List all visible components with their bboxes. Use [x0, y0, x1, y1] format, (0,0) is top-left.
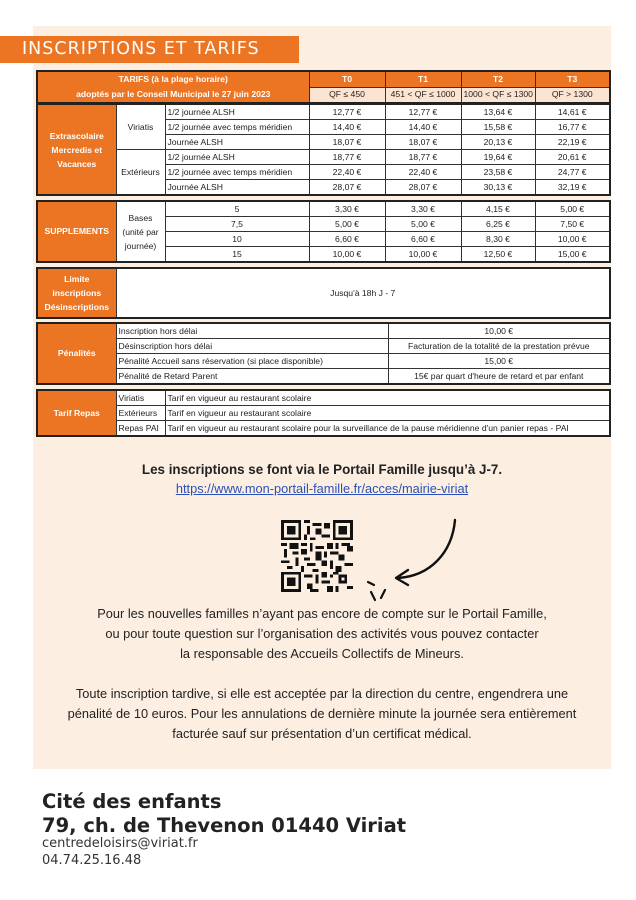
penalite-value: Facturation de la totalité de la prestation prévue	[388, 339, 610, 354]
base-value: 7,5	[165, 217, 309, 232]
penalites-table	[36, 322, 611, 385]
price-cell: 10,00 €	[535, 232, 610, 247]
repas-who: Extérieurs	[116, 406, 165, 421]
late-registration-paragraph	[33, 684, 611, 744]
penalite-value: 10,00 €	[388, 323, 610, 339]
price-cell: 20,61 €	[535, 150, 610, 165]
row-label: 1/2 journée ALSH	[165, 104, 309, 120]
repas-value: Tarif en vigueur au restaurant scolaire	[165, 406, 610, 421]
price-cell: 7,50 €	[535, 217, 610, 232]
price-cell: 6,60 €	[385, 232, 461, 247]
row-label: Journée ALSH	[165, 180, 309, 196]
group-exterieurs: Extérieurs	[116, 150, 165, 196]
price-cell: 10,00 €	[385, 247, 461, 263]
price-cell: 14,40 €	[309, 120, 385, 135]
footer-email[interactable]: centredeloisirs@viriat.fr	[42, 836, 198, 851]
repas-value: Tarif en vigueur au restaurant scolaire	[165, 390, 610, 406]
base-value: 15	[165, 247, 309, 263]
col-t0-name: T0	[309, 71, 385, 87]
repas-who: Viriatis	[116, 390, 165, 406]
repas-value: Tarif en vigueur au restaurant scolaire pour la surveillance de la pause méridienne d'un panier repas - PAI	[165, 421, 610, 437]
price-cell: 28,07 €	[309, 180, 385, 196]
price-cell: 12,77 €	[309, 104, 385, 120]
portal-link[interactable]: https://www.mon-portail-famille.fr/acces/mairie-viriat	[175, 481, 469, 496]
supplements-base-label: Bases (unité par journée)	[116, 201, 165, 262]
tarifs-title-line2: adoptés par le Conseil Municipal le 27 juin 2023	[76, 89, 271, 99]
contact-line-2: ou pour toute question sur l’organisation des activités vous pouvez contacter	[105, 626, 539, 641]
penalite-value: 15€ par quart d'heure de retard et par enfant	[388, 369, 610, 385]
supplements-table	[36, 200, 611, 263]
row-label: Journée ALSH	[165, 135, 309, 150]
price-cell: 18,07 €	[309, 135, 385, 150]
footer-address: 79, ch. de Thevenon 01440 Viriat	[42, 814, 407, 837]
price-cell: 19,64 €	[461, 150, 535, 165]
price-cell: 8,30 €	[461, 232, 535, 247]
page-title: INSCRIPTIONS ET TARIFS	[0, 36, 299, 63]
tarifs-title	[37, 71, 309, 103]
row-label: 1/2 journée ALSH	[165, 150, 309, 165]
penalite-label: Pénalité Accueil sans réservation (si place disponible)	[116, 354, 388, 369]
penalite-label: Inscription hors délai	[116, 323, 388, 339]
price-cell: 3,30 €	[385, 201, 461, 217]
price-cell: 18,77 €	[309, 150, 385, 165]
col-t3-range: QF > 1300	[535, 87, 610, 103]
col-t1-range: 451 < QF ≤ 1000	[385, 87, 461, 103]
extrascolaire-label: Extrascolaire Mercredis et Vacances	[37, 104, 116, 195]
qr-code[interactable]	[281, 520, 353, 592]
base-value: 10	[165, 232, 309, 247]
col-t0-range: QF ≤ 450	[309, 87, 385, 103]
price-cell: 16,77 €	[535, 120, 610, 135]
contact-line-1: Pour les nouvelles familles n’ayant pas encore de compte sur le Portail Famille,	[97, 606, 547, 621]
portal-headline: Les inscriptions se font via le Portail Famille jusqu’à J-7.	[141, 462, 503, 477]
col-t2-name: T2	[461, 71, 535, 87]
repas-who: Repas PAI	[116, 421, 165, 437]
base-value: 5	[165, 201, 309, 217]
footer-address-block	[42, 790, 406, 838]
footer-phone: 04.74.25.16.48	[42, 853, 142, 868]
price-cell: 22,40 €	[385, 165, 461, 180]
price-cell: 6,25 €	[461, 217, 535, 232]
price-cell: 24,77 €	[535, 165, 610, 180]
price-cell: 23,58 €	[461, 165, 535, 180]
curved-arrow-icon	[360, 518, 465, 608]
price-cell: 18,07 €	[385, 135, 461, 150]
price-cell: 15,00 €	[535, 247, 610, 263]
penalites-label: Pénalités	[37, 323, 116, 384]
repas-table	[36, 389, 611, 437]
price-cell: 14,40 €	[385, 120, 461, 135]
footer-name: Cité des enfants	[42, 790, 222, 813]
tarifs-title-line1: TARIFS (à la plage horaire)	[118, 74, 228, 84]
price-cell: 3,30 €	[309, 201, 385, 217]
row-label: 1/2 journée avec temps méridien	[165, 165, 309, 180]
col-t3-name: T3	[535, 71, 610, 87]
limite-label: Limite inscriptions Désinscriptions	[37, 268, 116, 318]
price-cell: 28,07 €	[385, 180, 461, 196]
tarifs-header-table	[36, 70, 611, 104]
penalite-value: 15,00 €	[388, 354, 610, 369]
price-cell: 5,00 €	[309, 217, 385, 232]
price-cell: 22,19 €	[535, 135, 610, 150]
col-t2-range: 1000 < QF ≤ 1300	[461, 87, 535, 103]
price-cell: 5,00 €	[385, 217, 461, 232]
supplements-label: SUPPLEMENTS	[37, 201, 116, 262]
price-cell: 32,19 €	[535, 180, 610, 196]
price-cell: 20,13 €	[461, 135, 535, 150]
contact-line-3: la responsable des Accueils Collectifs de Mineurs.	[180, 646, 464, 661]
price-cell: 13,64 €	[461, 104, 535, 120]
group-viriatis: Viriatis	[116, 104, 165, 150]
col-t1-name: T1	[385, 71, 461, 87]
price-cell: 14,61 €	[535, 104, 610, 120]
price-cell: 12,50 €	[461, 247, 535, 263]
price-cell: 5,00 €	[535, 201, 610, 217]
price-cell: 4,15 €	[461, 201, 535, 217]
repas-label: Tarif Repas	[37, 390, 116, 436]
price-cell: 18,77 €	[385, 150, 461, 165]
row-label: 1/2 journée avec temps méridien	[165, 120, 309, 135]
late-line-1: Toute inscription tardive, si elle est acceptée par la direction du centre, engendrera une	[75, 686, 569, 701]
late-line-3: facturée sauf sur présentation d’un certificat médical.	[172, 726, 472, 741]
late-line-2: pénalité de 10 euros. Pour les annulations de dernière minute la journée sera entièrement	[67, 706, 577, 721]
contact-paragraph	[33, 604, 611, 664]
penalite-label: Désinscription hors délai	[116, 339, 388, 354]
price-cell: 12,77 €	[385, 104, 461, 120]
price-cell: 30,13 €	[461, 180, 535, 196]
price-cell: 10,00 €	[309, 247, 385, 263]
limite-value: Jusqu'à 18h J - 7	[116, 268, 610, 318]
price-cell: 6,60 €	[309, 232, 385, 247]
penalite-label: Pénalité de Retard Parent	[116, 369, 388, 385]
extrascolaire-table	[36, 103, 611, 196]
limite-table	[36, 267, 611, 319]
price-cell: 22,40 €	[309, 165, 385, 180]
price-cell: 15,58 €	[461, 120, 535, 135]
